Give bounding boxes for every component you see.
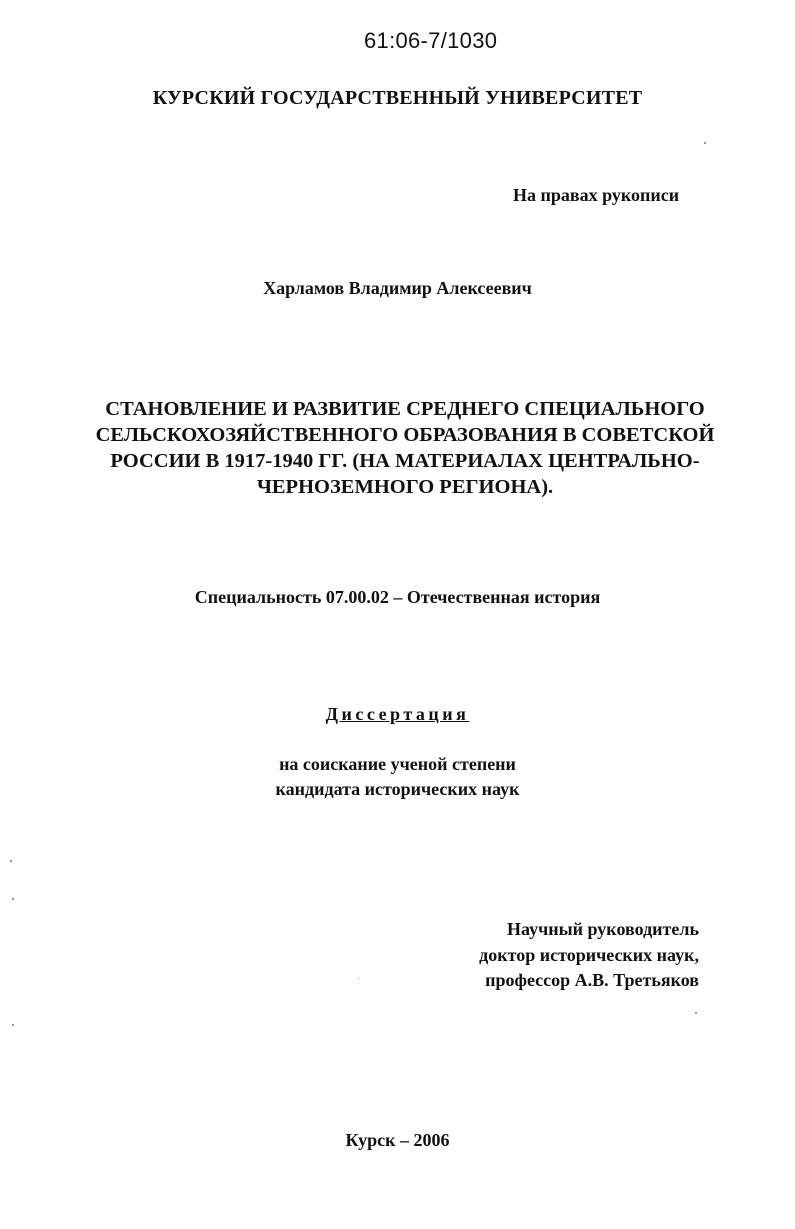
scientific-advisor bbox=[479, 917, 699, 994]
scan-speck bbox=[12, 898, 14, 900]
specialty: Специальность 07.00.02 – Отечественная история bbox=[194, 587, 601, 607]
degree-statement bbox=[0, 752, 795, 802]
document-type: Диссертация bbox=[325, 704, 470, 724]
author-name: Харламов Владимир Алексеевич bbox=[263, 278, 532, 298]
advisor-line: профессор А.В. Третьяков bbox=[485, 970, 699, 990]
scan-speck bbox=[10, 860, 12, 862]
title-line: СЕЛЬСКОХОЗЯЙСТВЕННОГО ОБРАЗОВАНИЯ В СОВЕТСКОЙ bbox=[95, 424, 715, 446]
dissertation-title bbox=[60, 396, 750, 500]
university-name: КУРСКИЙ ГОСУДАРСТВЕННЫЙ УНИВЕРСИТЕТ bbox=[152, 87, 643, 109]
advisor-line: доктор исторических наук, bbox=[479, 944, 699, 965]
city-year: Курск – 2006 bbox=[345, 1130, 450, 1150]
title-line: СТАНОВЛЕНИЕ И РАЗВИТИЕ СРЕДНЕГО СПЕЦИАЛЬНОГО bbox=[105, 398, 705, 420]
archive-code: 61:06-7/1030 bbox=[364, 28, 498, 53]
title-line: РОССИИ В 1917-1940 ГГ. (НА МАТЕРИАЛАХ ЦЕНТРАЛЬНО- bbox=[110, 450, 700, 472]
rights-note: На правах рукописи bbox=[513, 185, 680, 205]
scan-speck bbox=[704, 142, 706, 144]
advisor-line: Научный руководитель bbox=[507, 919, 699, 939]
scan-speck bbox=[12, 1024, 14, 1026]
degree-line: на соискание ученой степени bbox=[279, 754, 516, 774]
scan-speck bbox=[358, 978, 359, 979]
scan-speck bbox=[695, 1012, 697, 1014]
degree-line: кандидата исторических наук bbox=[275, 779, 520, 799]
title-line: ЧЕРНОЗЕМНОГО РЕГИОНА). bbox=[256, 476, 554, 498]
